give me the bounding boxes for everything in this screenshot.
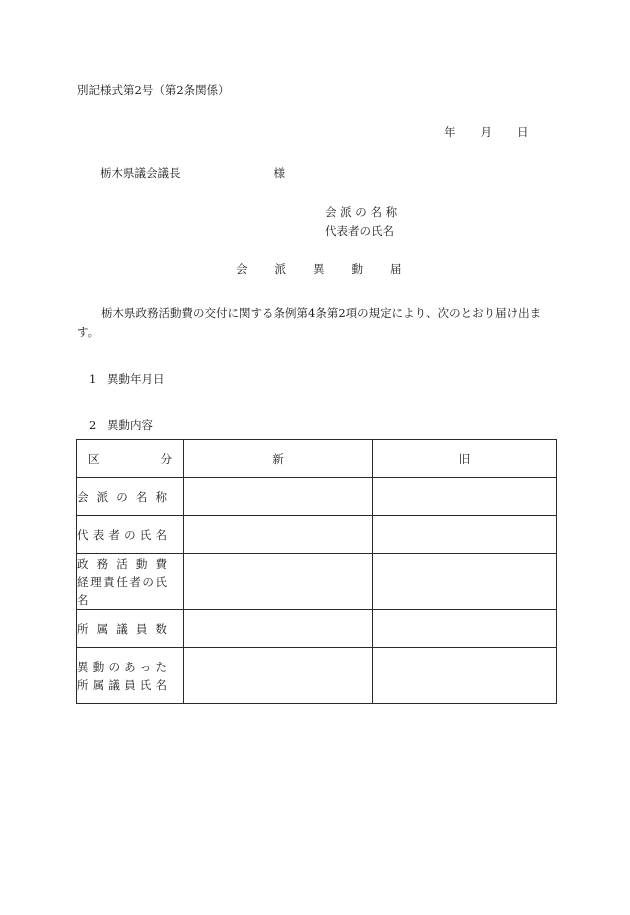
title-char: 動: [351, 262, 363, 276]
table-row: [77, 610, 557, 648]
row-category: [77, 516, 184, 554]
new-value-cell[interactable]: [184, 478, 373, 516]
header-category-cell: [77, 440, 184, 478]
sender-block: [325, 203, 397, 241]
new-value-cell[interactable]: [184, 516, 373, 554]
new-value-cell[interactable]: [184, 648, 373, 704]
table-header-row: [77, 440, 557, 478]
row-category: [77, 478, 184, 516]
body-paragraph: 栃木県政務活動費の交付に関する条例第4条第2項の規定により、次のとおり届け出ます。: [77, 306, 542, 339]
addressee-name: 栃木県議会議長: [100, 166, 181, 180]
header-new: 新: [184, 440, 373, 478]
item-change-date: [89, 371, 165, 387]
title-char: 派: [274, 262, 286, 276]
date-line: [444, 124, 529, 140]
item-label: 異動年月日: [107, 372, 165, 386]
row-label: 所属議員氏名: [77, 677, 167, 692]
old-value-cell[interactable]: [373, 610, 557, 648]
row-label: 代表者の氏名: [77, 527, 167, 542]
addressee: [100, 165, 285, 181]
row-label: 所属議員数: [77, 621, 167, 636]
old-value-cell[interactable]: [373, 554, 557, 610]
faction-name-label: 会 派 の 名 称: [325, 205, 398, 219]
table-row: [77, 554, 557, 610]
row-category: [77, 648, 184, 704]
new-value-cell[interactable]: [184, 554, 373, 610]
item-label: 異動内容: [107, 418, 153, 432]
row-label: 異動のあった: [77, 659, 167, 674]
old-value-cell[interactable]: [373, 478, 557, 516]
old-value-cell[interactable]: [373, 648, 557, 704]
title-char: 会: [236, 262, 248, 276]
item-number: 1: [89, 372, 97, 386]
row-label: 政務活動費: [77, 556, 167, 571]
date-month-label: 月: [480, 125, 492, 139]
date-day-label: 日: [517, 125, 529, 139]
new-value-cell[interactable]: [184, 610, 373, 648]
header-category: 区分: [88, 451, 172, 466]
row-category: [77, 610, 184, 648]
header-old: 旧: [373, 440, 557, 478]
row-label: 経理責任者の氏名: [77, 574, 167, 607]
table-row: [77, 478, 557, 516]
date-year-label: 年: [444, 125, 456, 139]
row-category: [77, 554, 184, 610]
representative-name-label: 代表者の氏名: [325, 224, 394, 238]
item-change-details: [89, 417, 153, 433]
document-title: [236, 261, 402, 277]
form-number: 別記様式第2号（第2条関係）: [77, 83, 230, 97]
change-table: [76, 439, 557, 704]
table-row: [77, 648, 557, 704]
table-row: [77, 516, 557, 554]
title-char: 届: [390, 262, 402, 276]
item-number: 2: [89, 418, 97, 432]
title-char: 異: [313, 262, 325, 276]
row-label: 会派の名称: [77, 489, 167, 504]
addressee-honorific: 様: [273, 166, 285, 180]
old-value-cell[interactable]: [373, 516, 557, 554]
